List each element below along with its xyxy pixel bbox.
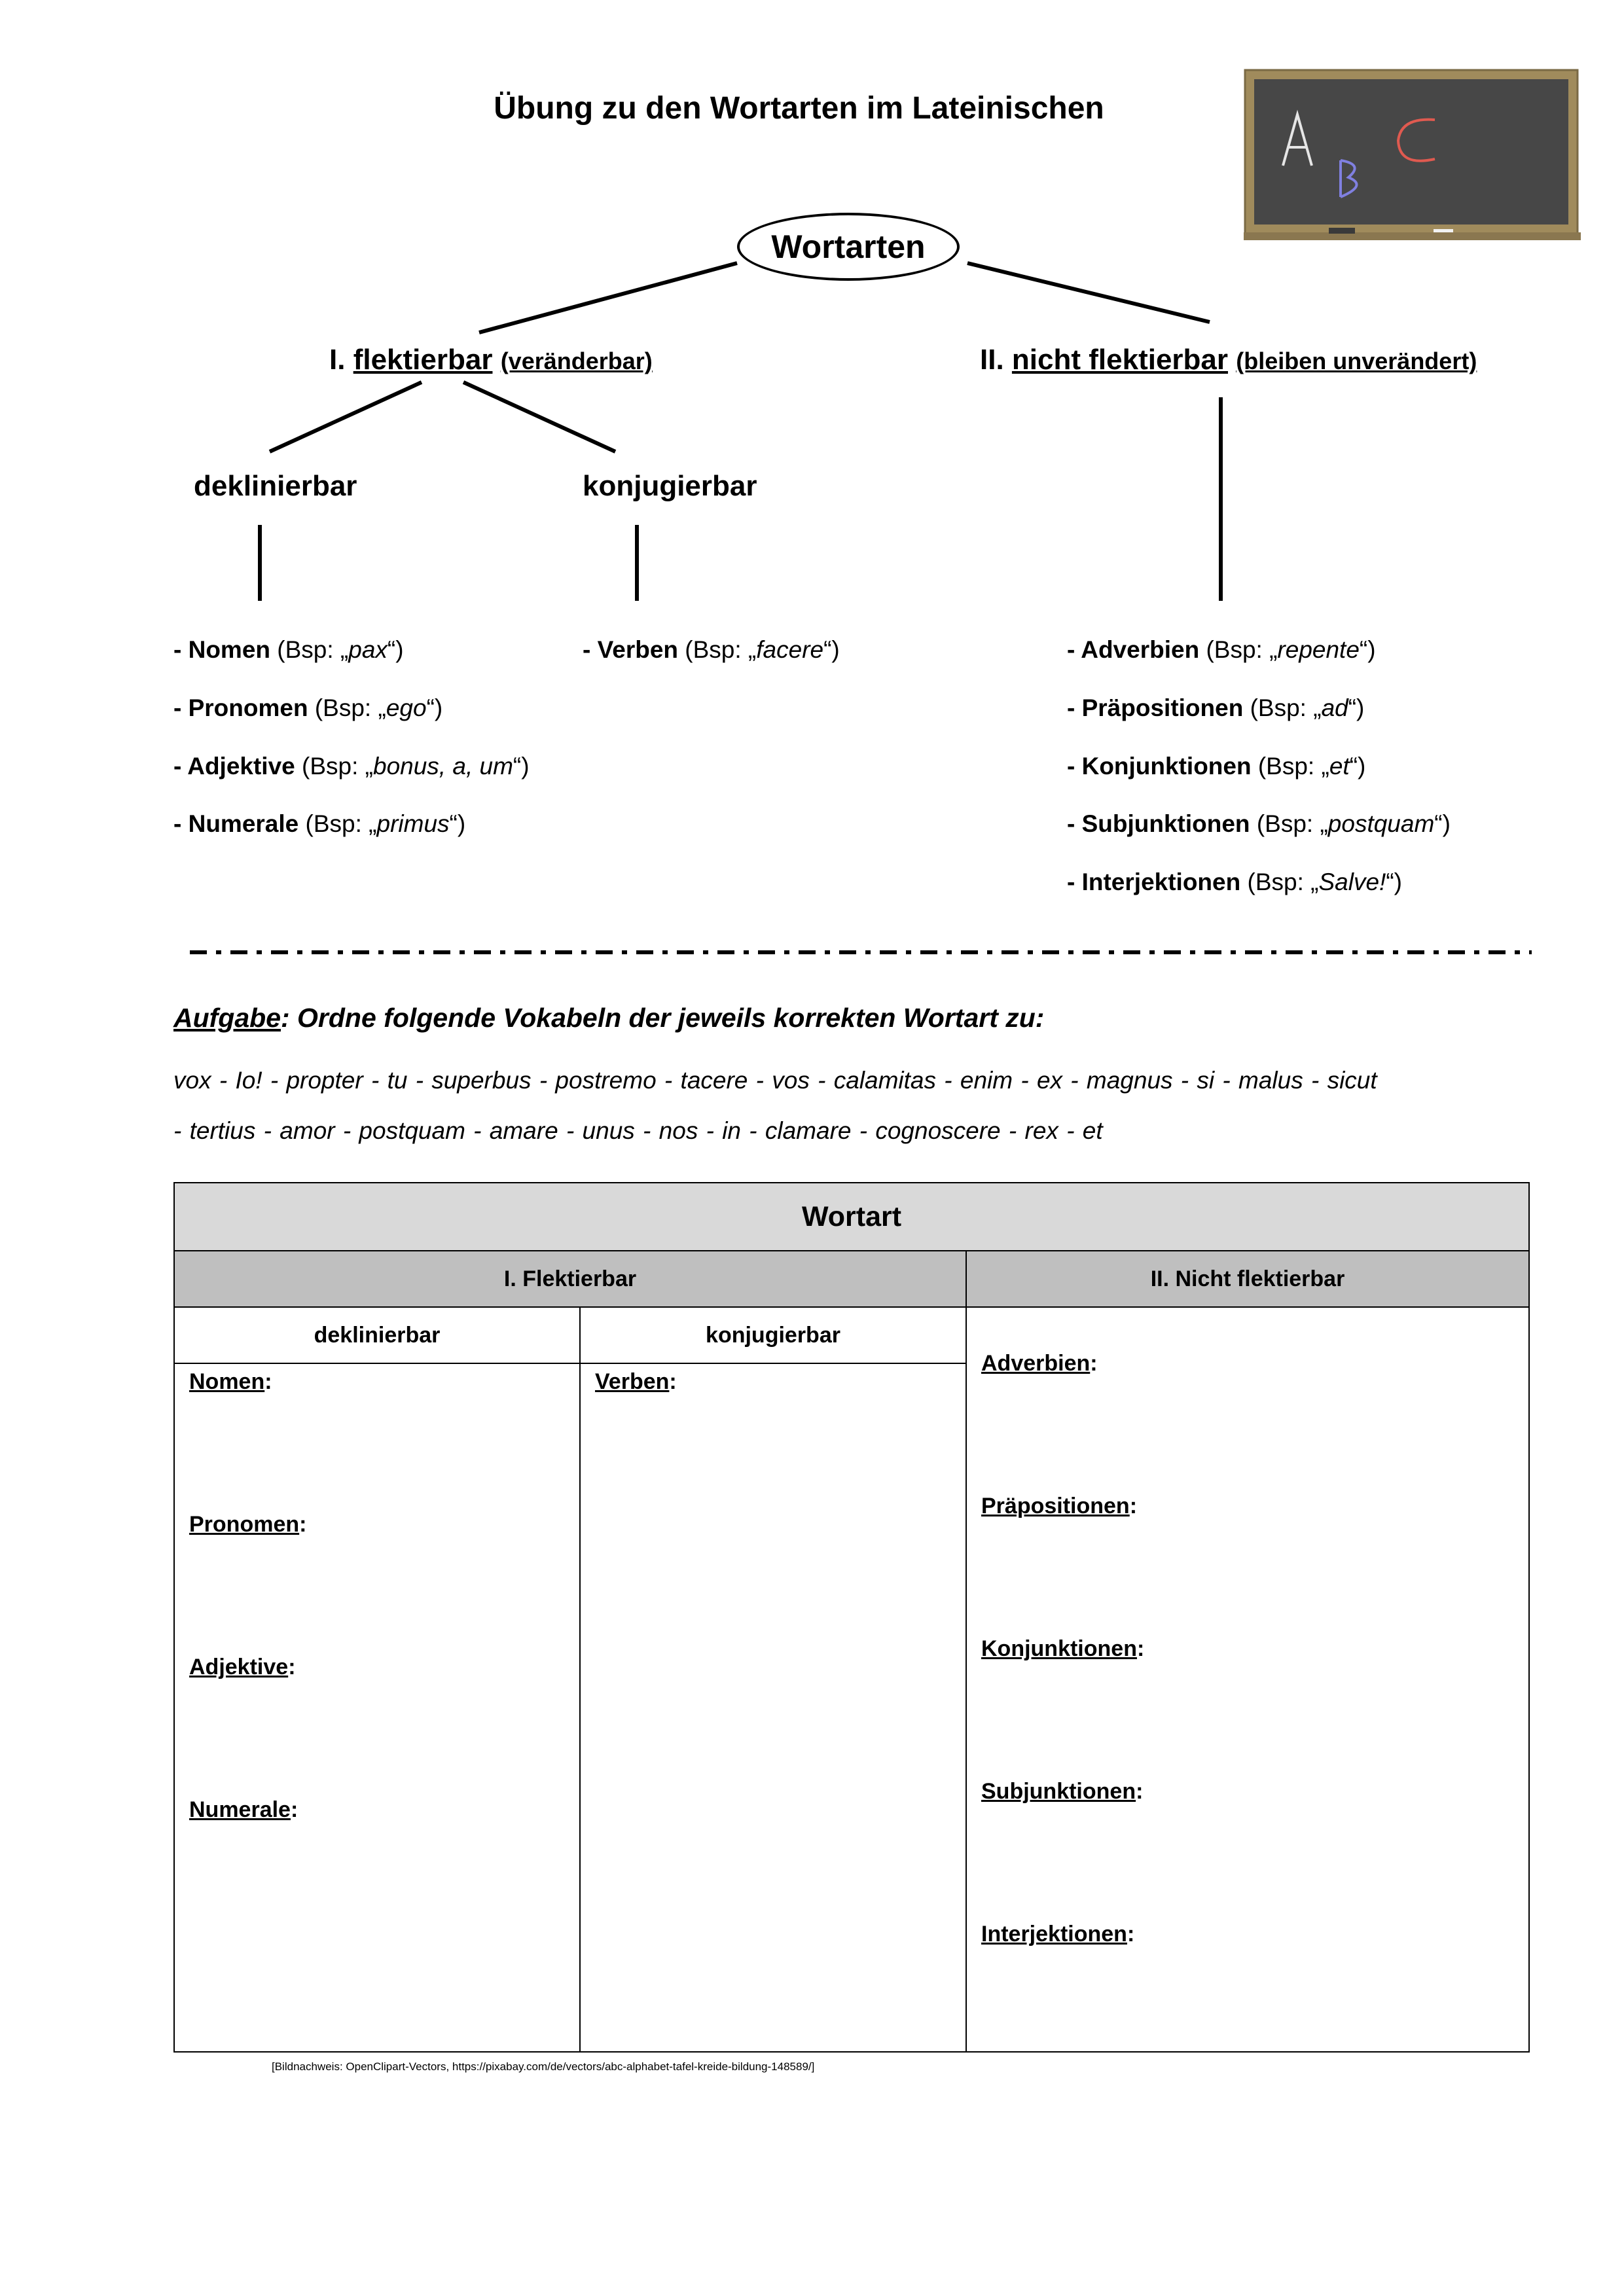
nflekt-label: nicht flektierbar xyxy=(1011,344,1229,376)
tree-node-konjugierbar: konjugierbar xyxy=(583,470,757,502)
cell-nicht-flektierbar[interactable] xyxy=(966,1307,1529,2052)
task-label: Aufgabe xyxy=(173,1003,281,1033)
category-adjektive: Adjektive: xyxy=(189,1655,296,1679)
vocab-line-1: vox - Io! - propter - tu - superbus - postremo - tacere - vos - calamitas - enim - ex - magnus - si - malus - sicut xyxy=(173,1067,1377,1094)
example-interjektionen: - Interjektionen (Bsp: „Salve!“) xyxy=(1067,869,1402,895)
flekt-note: (veränderbar) xyxy=(500,348,653,374)
image-credit: [Bildnachweis: OpenClipart-Vectors, https://pixabay.com/de/vectors/abc-alphabet-tafel-kreide-bildung-148589/] xyxy=(272,2060,815,2073)
table-col-flektierbar: I. Flektierbar xyxy=(174,1251,966,1307)
table-header: Wortart xyxy=(174,1183,1529,1251)
example-adjektive: - Adjektive (Bsp: „bonus, a, um“) xyxy=(173,753,530,780)
flekt-label: flektierbar xyxy=(353,344,493,376)
table-col-nicht-flektierbar: II. Nicht flektierbar xyxy=(966,1251,1529,1307)
example-subjunktionen: - Subjunktionen (Bsp: „postquam“) xyxy=(1067,810,1451,837)
category-konjunktionen: Konjunktionen: xyxy=(981,1636,1145,1661)
table-sub-deklinierbar: deklinierbar xyxy=(174,1307,580,1363)
category-numerale: Numerale: xyxy=(189,1797,298,1822)
category-pronomen: Pronomen: xyxy=(189,1512,307,1537)
example-konjunktionen: - Konjunktionen (Bsp: „et“) xyxy=(1067,753,1366,780)
table-sub-konjugierbar: konjugierbar xyxy=(580,1307,966,1363)
category-nomen: Nomen: xyxy=(189,1369,272,1394)
example-numerale: - Numerale (Bsp: „primus“) xyxy=(173,810,466,837)
category-interjektionen: Interjektionen: xyxy=(981,1922,1135,1946)
nflekt-note: (bleiben unverändert) xyxy=(1236,348,1477,374)
dash-dot-separator xyxy=(190,950,1532,954)
tree-root xyxy=(737,213,960,281)
example-nomen: - Nomen (Bsp: „pax“) xyxy=(173,636,404,663)
wortart-table xyxy=(173,1182,1530,2053)
vocab-line-2: - tertius - amor - postquam - amare - unus - nos - in - clamare - cognoscere - rex - et xyxy=(173,1117,1103,1144)
tree-node-flektierbar xyxy=(329,344,653,376)
flekt-number: I. xyxy=(329,344,346,376)
page-title: Übung zu den Wortarten im Lateinischen xyxy=(494,91,1104,126)
tree-root-label: Wortarten xyxy=(771,228,926,265)
nflekt-number: II. xyxy=(980,344,1004,376)
tree-node-nicht-flektierbar xyxy=(980,344,1477,376)
example-verben: - Verben (Bsp: „facere“) xyxy=(583,636,840,663)
category-verben: Verben: xyxy=(595,1369,677,1394)
category-subjunktionen: Subjunktionen: xyxy=(981,1779,1144,1804)
category-praepositionen: Präpositionen: xyxy=(981,1494,1138,1518)
task-heading xyxy=(173,1003,1044,1033)
example-pronomen: - Pronomen (Bsp: „ego“) xyxy=(173,694,443,721)
tree-node-deklinierbar: deklinierbar xyxy=(194,470,357,502)
example-adverbien: - Adverbien (Bsp: „repente“) xyxy=(1067,636,1376,663)
example-praepositionen: - Präpositionen (Bsp: „ad“) xyxy=(1067,694,1365,721)
tree-lines xyxy=(0,0,1624,655)
cell-deklinierbar[interactable] xyxy=(174,1363,580,2052)
category-adverbien: Adverbien: xyxy=(981,1351,1098,1376)
task-text: : Ordne folgende Vokabeln der jeweils korrekten Wortart zu: xyxy=(281,1003,1045,1033)
cell-konjugierbar[interactable] xyxy=(580,1363,966,2052)
